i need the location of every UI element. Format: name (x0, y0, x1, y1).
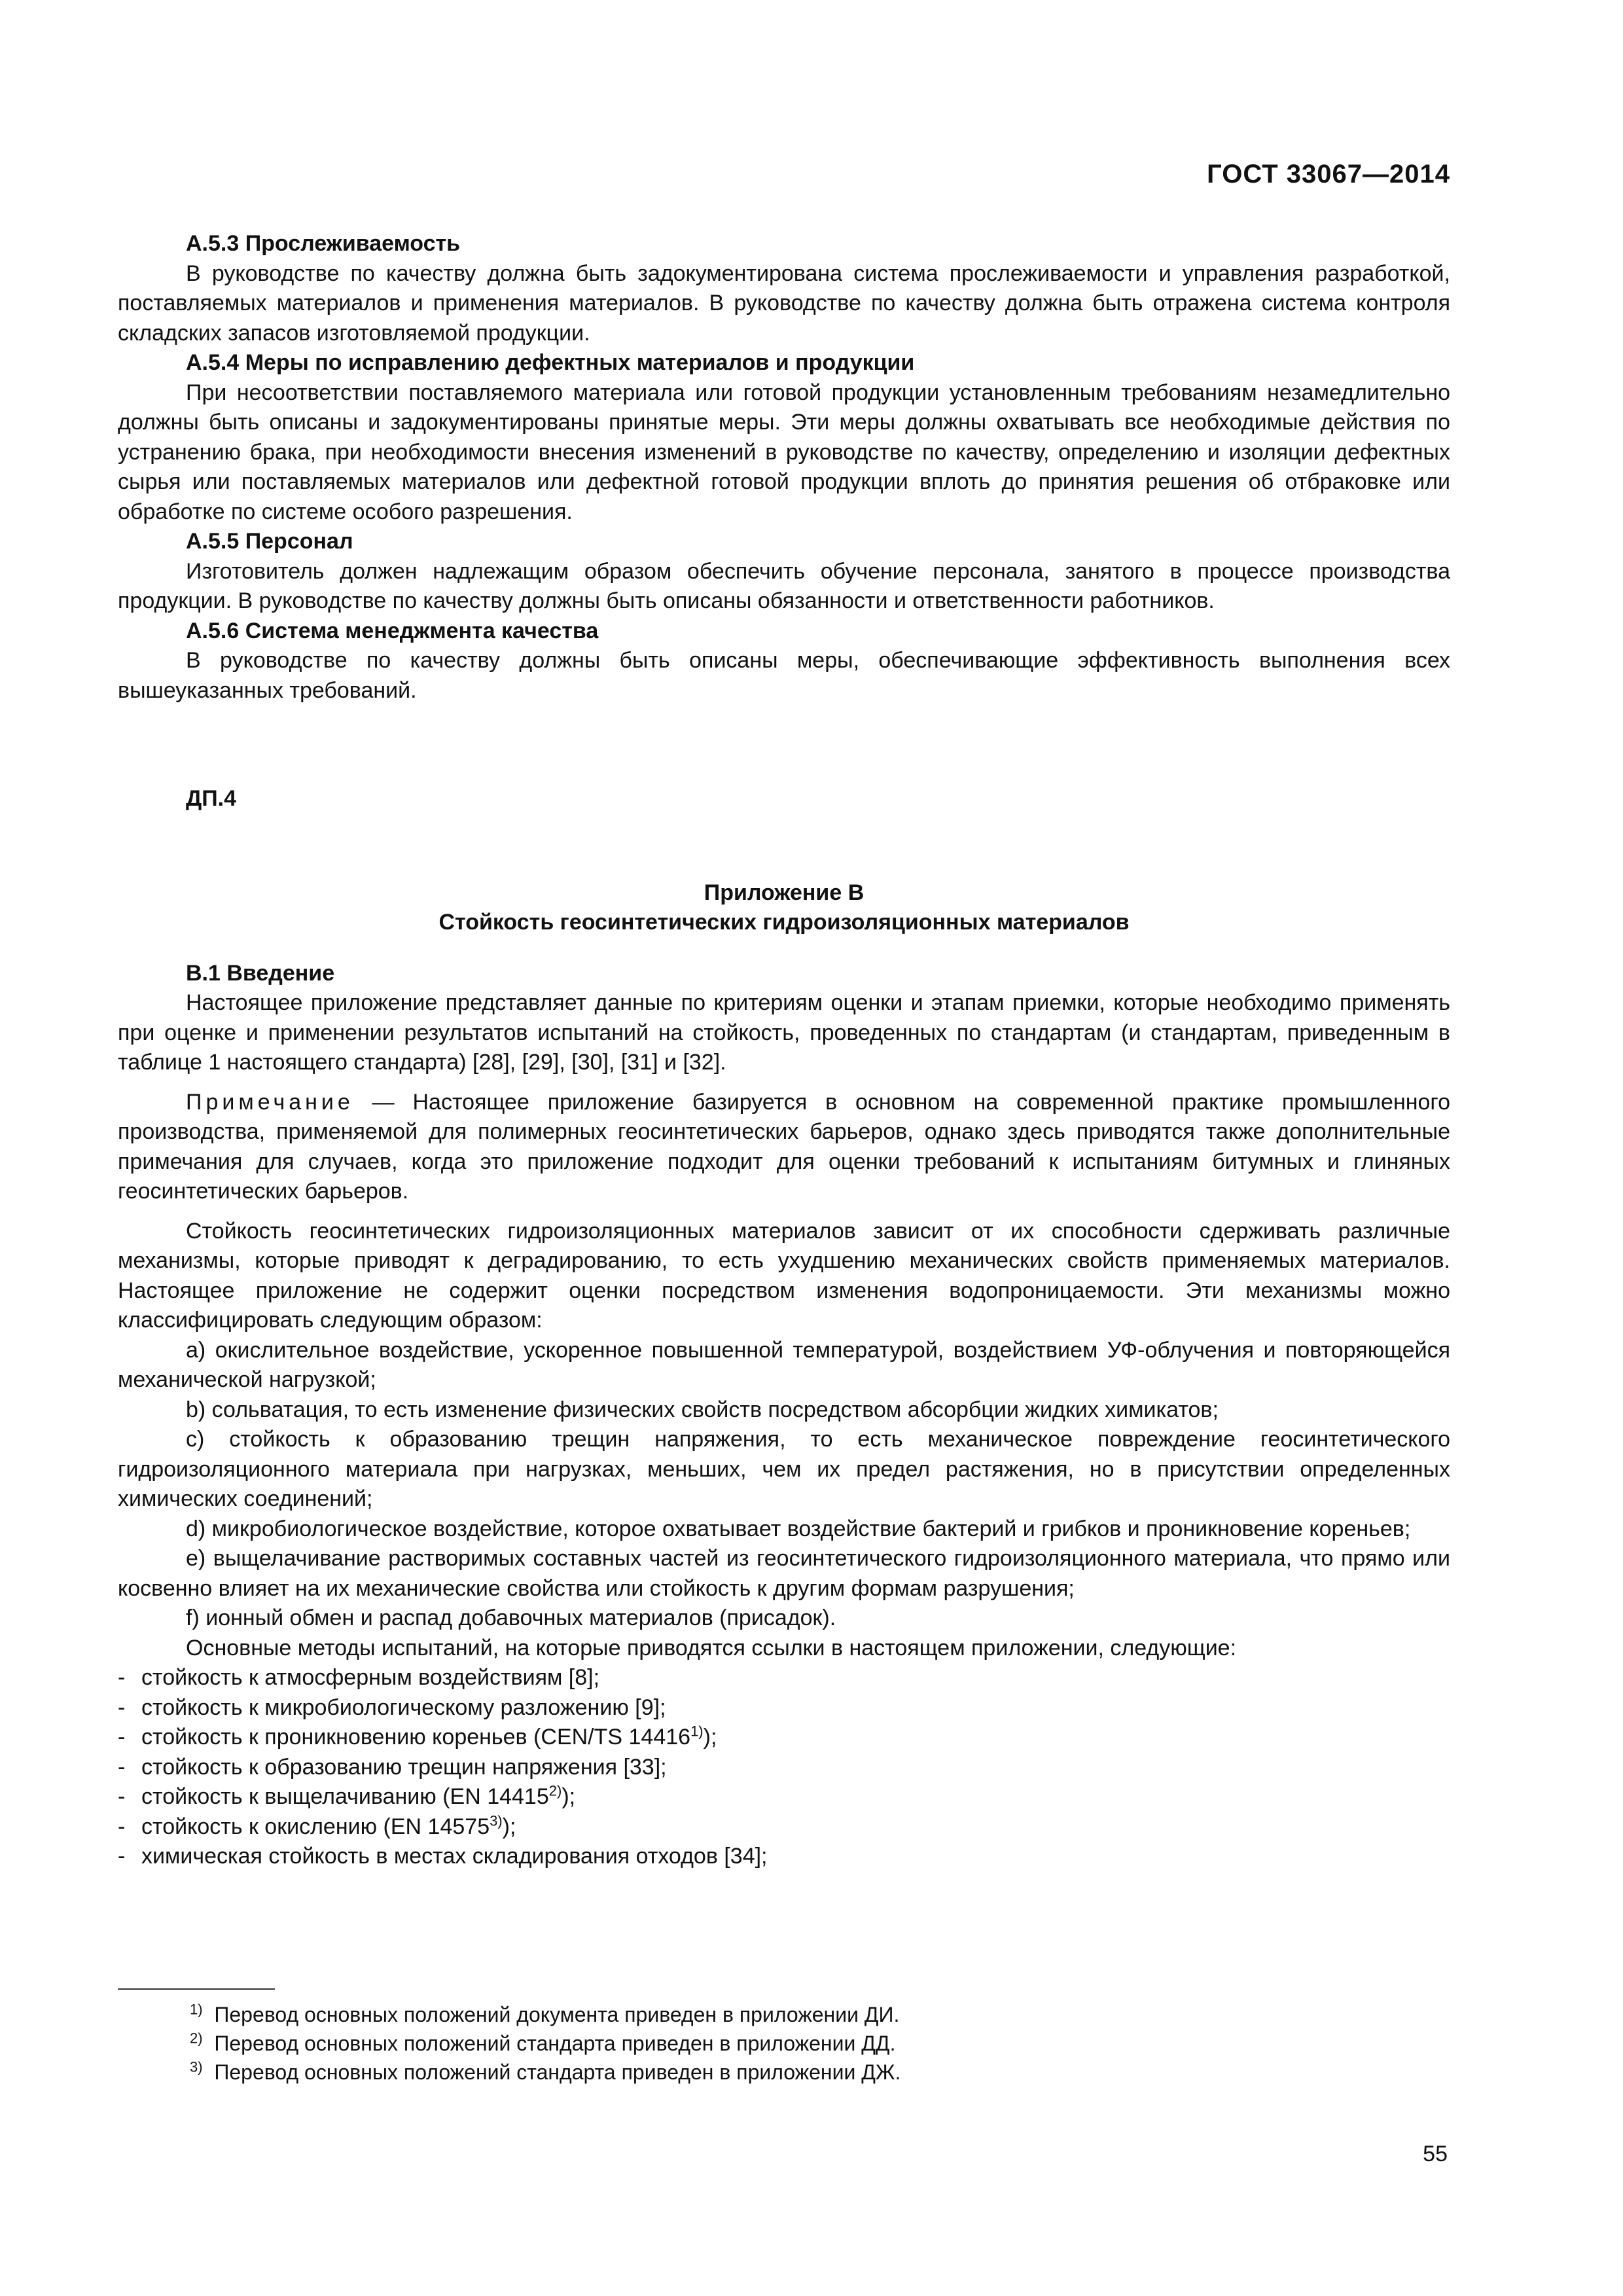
list-item: - стойкость к окислению (EN 14575$^{3)}$); (118, 1812, 516, 1839)
footnote: $^{1)}$ Перевод основных положений документа приведен в приложении ДИ. (190, 2001, 900, 2026)
list-item: c) стойкость к образованию трещин напряжения, то есть механическое повреждение геосинтетического гидроизоляционного материала при нагрузках, меньших, чем их предел растяжения, но в присутствии определенных химических соединений; (118, 1427, 1450, 1511)
section-heading-a54: А.5.4 Меры по исправлению дефектных материалов и продукции (186, 350, 915, 375)
dp-label: ДП.4 (186, 786, 237, 811)
footnote-ref: 1) (690, 1723, 704, 1740)
list-item: - стойкость к микробиологическому разложению [9]; (118, 1695, 666, 1720)
list-item: - стойкость к образованию трещин напряжения [33]; (118, 1754, 667, 1780)
list-item: - стойкость к атмосферным воздействиям [8]; (118, 1665, 600, 1690)
list-item: е) выщелачивание растворимых составных частей из геосинтетического гидроизоляционного материала, что прямо или косвенно влияет на их механические свойства или стойкость к другим формам разрушения; (118, 1546, 1450, 1601)
section-text-a55: Изготовитель должен надлежащим образом обеспечить обучение персонала, занятого в процессе производства продукции. В руководстве по качеству должны быть описаны обязанности и ответственности работников. (118, 558, 1450, 613)
footnote: $^{2)}$ Перевод основных положений стандарта приведен в приложении ДД. (190, 2030, 896, 2055)
section-text-a56: В руководстве по качеству должны быть описаны меры, обеспечивающие эффективность выполнения всех вышеуказанных требований. (118, 648, 1450, 703)
mechanisms-list (118, 1336, 1450, 1634)
section-heading-a56: А.5.6 Система менеджмента качества (186, 618, 599, 643)
note-paragraph (118, 1088, 1450, 1207)
list-item: а) окислительное воздействие, ускоренное повышенной температурой, воздействием УФ-облучения и повторяющейся механической нагрузкой; (118, 1337, 1450, 1392)
page-content (118, 229, 1450, 1872)
footnote: $^{3)}$ Перевод основных положений стандарта приведен в приложении ДЖ. (190, 2058, 901, 2084)
appendix-subtitle: Стойкость геосинтетических гидроизоляционных материалов (438, 910, 1130, 935)
section-text-a54: При несоответствии поставляемого материала или готовой продукции установленным требованиям незамедлительно должны быть описаны и задокументированы принятые меры. Эти меры должны охватывать все необходимые действия по устранению брака, при необходимости внесения изменений в руководстве по качеству, определению и изоляции дефектных сырья или поставляемых материалов или дефектной готовой продукции вплоть до принятия решения об отбраковке или обработке по системе особого разрешения. (118, 380, 1450, 524)
list-item: d) микробиологическое воздействие, которое охватывает воздействие бактерий и грибков и проникновение кореньев; (186, 1516, 1411, 1541)
list-item: b) сольватация, то есть изменение физических свойств посредством абсорбции жидких химикатов; (186, 1397, 1219, 1422)
section-heading-a53: А.5.3 Прослеживаемость (186, 231, 461, 256)
durability-text: Стойкость геосинтетических гидроизоляционных материалов зависит от их способности сдерживать различные механизмы, которые приводят к деградированию, то есть ухудшению механических свойств применяемых материалов. Настоящее приложение не содержит оценки посредством изменения водопроницаемости. Эти механизмы можно классифицировать следующим образом: (118, 1218, 1450, 1333)
note-text: — Настоящее приложение базируется в основном на современной практике промышленного производства, применяемой для полимерных геосинтетических барьеров, однако здесь приводятся также дополнительные примечания для случаев, когда это приложение подходит для оценки требований к испытаниям битумных и глиняных геосинтетических барьеров. (118, 1089, 1450, 1204)
note-label: Примечание (186, 1089, 354, 1115)
list-item: - стойкость к выщелачиванию (EN 14415$^{2)}$); (118, 1782, 576, 1809)
footnote-separator (118, 1988, 275, 1990)
section-heading-a55: А.5.5 Персонал (186, 529, 353, 554)
methods-intro: Основные методы испытаний, на которые приводятся ссылки в настоящем приложении, следующие: (186, 1635, 1237, 1660)
footnote-ref: 2) (548, 1782, 562, 1799)
list-item: f) ионный обмен и распад добавочных материалов (присадок). (186, 1605, 836, 1630)
appendix-title: Приложение В (704, 880, 865, 905)
intro-text: Настоящее приложение представляет данные по критериям оценки и этапам приемки, которые необходимо применять при оценке и применении результатов испытаний на стойкость, проведенных по стандартам (и стандартам, приведенным в таблице 1 настоящего стандарта) [28], [29], [30], [31] и [32]. (118, 990, 1450, 1075)
list-item: - стойкость к проникновению кореньев (CEN/TS 14416$^{1)}$); (118, 1723, 717, 1749)
list-item: - химическая стойкость в местах складирования отходов [34]; (118, 1844, 768, 1869)
intro-heading: В.1 Введение (186, 960, 335, 986)
footnotes (190, 2000, 901, 2087)
section-text-a53: В руководстве по качеству должна быть задокументирована система прослеживаемости и управления разработкой, поставляемых материалов и применения материалов. В руководстве по качеству должна быть отражена система контроля складских запасов изготовляемой продукции. (118, 260, 1450, 346)
standard-code: ГОСТ 33067—2014 (1207, 160, 1450, 188)
page-number: 55 (1423, 2142, 1448, 2166)
footnote-ref: 3) (490, 1812, 503, 1829)
methods-list (118, 1663, 1450, 1872)
